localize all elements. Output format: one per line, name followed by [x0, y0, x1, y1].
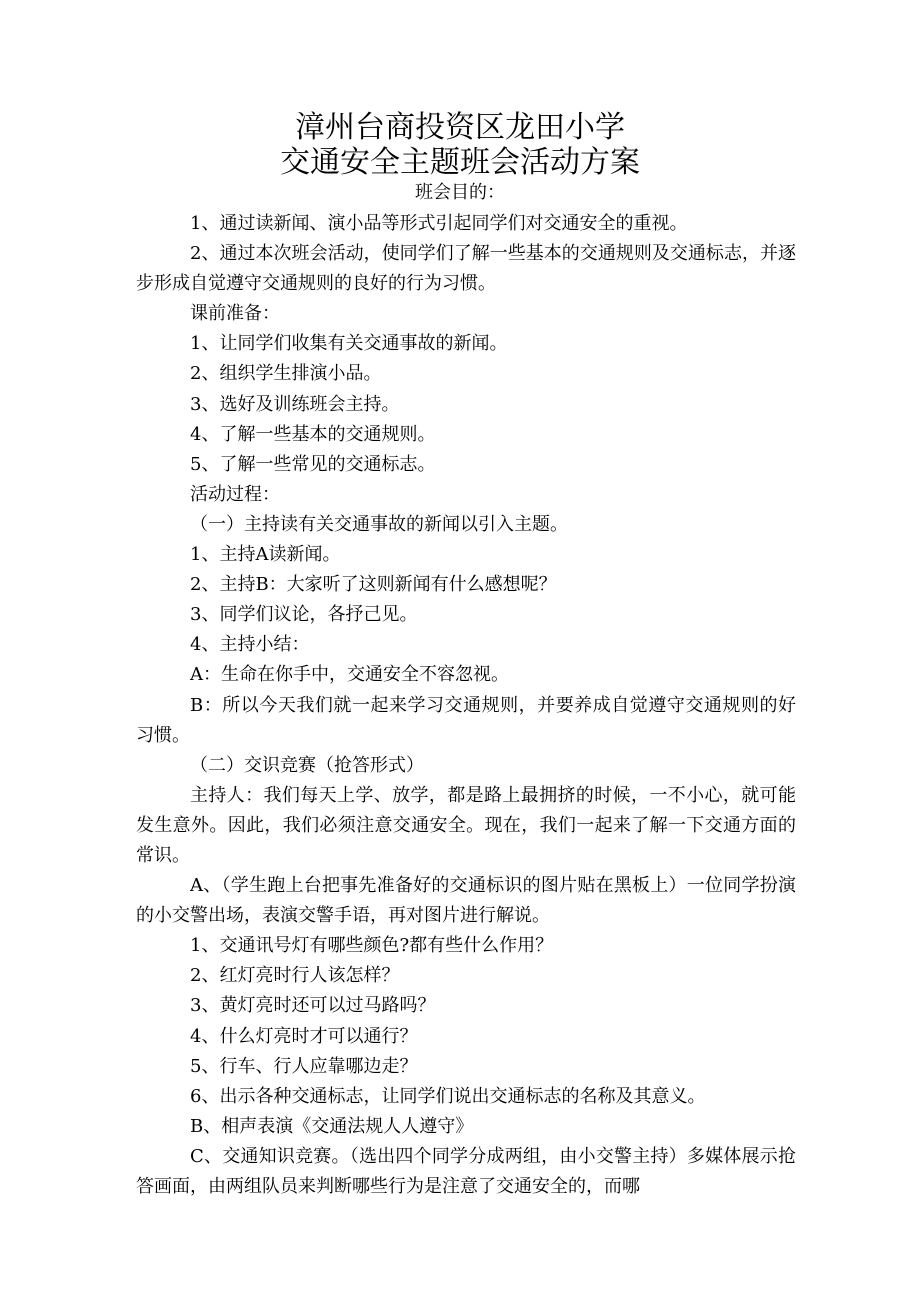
paragraph: 1、让同学们收集有关交通事故的新闻。 [190, 333, 508, 355]
section-heading-purpose: 班会目的： [415, 182, 505, 203]
paragraph: 3、同学们议论，各抒己见。 [190, 604, 418, 626]
paragraph: 5、了解一些常见的交通标志。 [190, 453, 436, 475]
paragraph: 3、选好及训练班会主持。 [190, 393, 400, 415]
paragraph: 4、什么灯亮时才可以通行？ [190, 1025, 418, 1047]
paragraph: C、交通知识竞赛。（选出四个同学分成两组，由小交警主持）多媒体展示抢答画面，由两组队员来判断哪些行为是注意了交通安全的，而哪 [136, 1145, 796, 1197]
document-title-plan: 交通安全主题班会活动方案 [280, 145, 640, 180]
paragraph: 2、主持B：大家听了这则新闻有什么感想呢？ [190, 574, 557, 596]
paragraph: 6、出示各种交通标志，让同学们说出交通标志的名称及其意义。 [190, 1085, 706, 1107]
subsection-heading-two: （二）交识竞赛（抢答形式） [190, 754, 424, 776]
paragraph: 主持人：我们每天上学、放学，都是路上最拥挤的时候，一不小心，就可能发生意外。因此，我们必须注意交通安全。现在，我们一起来了解一下交通方面的常识。 [136, 784, 796, 866]
paragraph: B、相声表演《交通法规人人遵守》 [190, 1115, 474, 1137]
document-body [136, 209, 796, 1202]
section-heading-process: 活动过程： [190, 483, 280, 505]
paragraph: 2、红灯亮时行人该怎样？ [190, 965, 400, 987]
paragraph: 3、黄灯亮时还可以过马路吗？ [190, 995, 436, 1017]
paragraph: 1、主持A读新闻。 [190, 544, 341, 566]
paragraph: A：生命在你手中，交通安全不容忽视。 [190, 664, 509, 686]
subsection-heading-one: （一）主持读有关交通事故的新闻以引入主题。 [190, 513, 568, 535]
paragraph: A、（学生跑上台把事先准备好的交通标识的图片贴在黑板上）一位同学扮演的小交警出场，表演交警手语，再对图片进行解说。 [136, 875, 796, 927]
paragraph: 1、交通讯号灯有哪些颜色?都有些什么作用？ [190, 935, 554, 957]
paragraph: 4、主持小结： [190, 634, 310, 656]
paragraph: 2、组织学生排演小品。 [190, 363, 382, 385]
paragraph: 4、了解一些基本的交通规则。 [190, 423, 436, 445]
paragraph: 5、行车、行人应靠哪边走？ [190, 1055, 418, 1077]
paragraph: 2、通过本次班会活动，使同学们了解一些基本的交通规则及交通标志，并逐步形成自觉遵守交通规则的良好的行为习惯。 [136, 243, 796, 295]
section-heading-preparation: 课前准备： [190, 303, 280, 325]
paragraph: 1、通过读新闻、演小品等形式引起同学们对交通安全的重视。 [190, 213, 688, 234]
document-title-school: 漳州台商投资区龙田小学 [295, 110, 625, 145]
paragraph: B：所以今天我们就一起来学习交通规则，并要养成自觉遵守交通规则的好习惯。 [136, 694, 796, 746]
